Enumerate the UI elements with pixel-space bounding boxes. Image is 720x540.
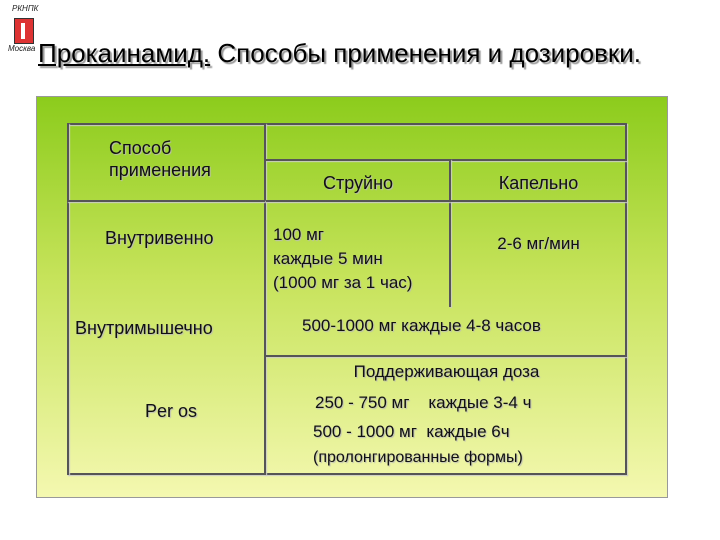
table-border-left xyxy=(67,123,69,475)
row-po-line2: 250 - 750 мг каждые 3-4 ч xyxy=(315,393,532,412)
logo-bottom-text: Москва xyxy=(8,44,36,53)
row-po-line4: (пролонгированные формы) xyxy=(313,449,523,466)
table-divider-im-po xyxy=(266,355,627,357)
table-border-top xyxy=(67,123,627,125)
row-im-label: Внутримышечно xyxy=(75,318,213,338)
table-divider-header-drip xyxy=(450,200,627,202)
title-rest: Способы применения и дозировки. xyxy=(210,38,642,68)
row-po-line3: 500 - 1000 мг каждые 6ч xyxy=(313,422,510,441)
table-divider-header-row xyxy=(67,200,265,202)
slide-title xyxy=(38,38,720,69)
row-im-value: 500-1000 мг каждые 4-8 часов xyxy=(302,316,541,335)
header-drip: Капельно xyxy=(498,173,579,193)
table-divider-header-top xyxy=(266,159,627,161)
logo-top-text: РКНПК xyxy=(12,4,39,13)
row-iv-label: Внутривенно xyxy=(105,228,214,248)
dosage-panel xyxy=(36,96,668,498)
header-method: Способ применения xyxy=(109,138,211,180)
table-border-bottom xyxy=(67,473,627,475)
row-po-line1: Поддерживающая доза xyxy=(353,362,540,381)
header-bolus: Струйно xyxy=(322,173,394,193)
table-divider-header-bolus xyxy=(266,200,450,202)
logo-emblem xyxy=(14,18,34,44)
row-po-label: Per os xyxy=(145,401,198,421)
row-iv-drip: 2-6 мг/мин xyxy=(497,234,580,253)
row-iv-bolus: 100 мг каждые 5 мин (1000 мг за 1 час) xyxy=(273,225,413,292)
title-drug-name: Прокаинамид. xyxy=(38,38,211,68)
